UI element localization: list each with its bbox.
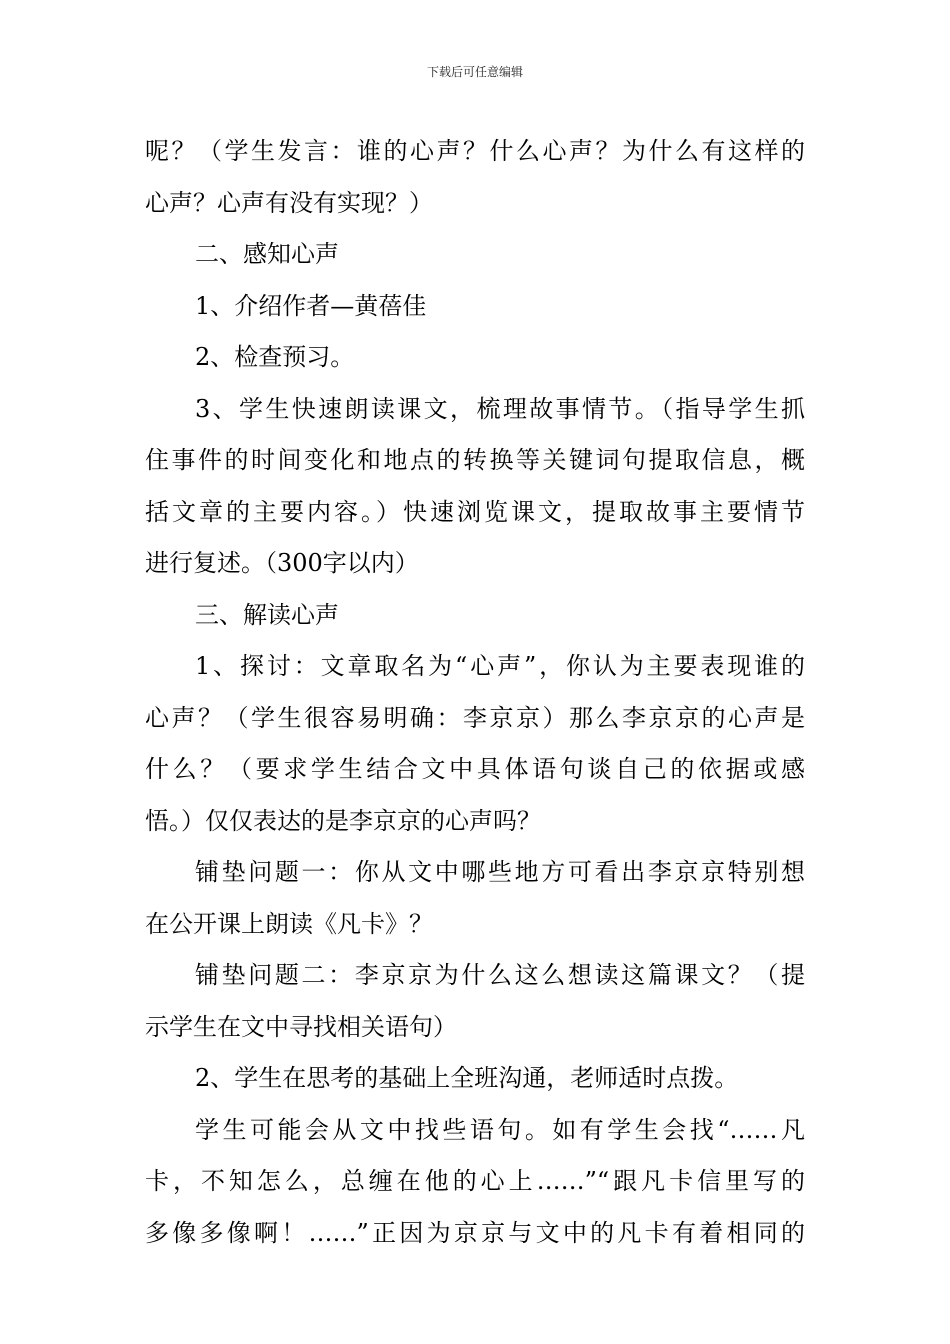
- text-line: 1、探讨：文章取名为“心声”，你认为主要表现谁的: [195, 652, 805, 680]
- section-heading: 三、解读心声: [195, 600, 339, 629]
- text-line: 学生可能会从文中找些语句。如有学生会找“……凡: [195, 1115, 805, 1144]
- text-line: 1、介绍作者—黄蓓佳: [195, 291, 427, 320]
- text-line: 进行复述。（300字以内）: [145, 549, 419, 577]
- text-line: 2、检查预习。: [195, 343, 355, 371]
- text-line: 卡，不知怎么，总缠在他的心上……”“跟凡卡信里写的: [145, 1167, 805, 1195]
- text-line: 括文章的主要内容。）快速浏览课文，提取故事主要情节: [145, 497, 805, 526]
- text-line: 3、学生快速朗读课文，梳理故事情节。（指导学生抓: [195, 394, 805, 423]
- text-line: 铺垫问题一：你从文中哪些地方可看出李京京特别想: [195, 858, 805, 886]
- text-line: 2、学生在思考的基础上全班沟通，老师适时点拨。: [195, 1064, 739, 1092]
- document-body: [145, 126, 805, 1259]
- text-line: 在公开课上朗读《凡卡》？: [145, 909, 433, 938]
- text-line: 多像多像啊！……”正因为京京与文中的凡卡有着相同的: [145, 1218, 805, 1247]
- text-line: 铺垫问题二：李京京为什么这么想读这篇课文？（提: [195, 961, 805, 989]
- text-line: 心声？心声有没有实现？）: [145, 188, 433, 217]
- section-heading: 二、感知心声: [195, 240, 339, 268]
- page-header: 下载后可任意编辑: [426, 65, 523, 79]
- text-line: 什么？（要求学生结合文中具体语句谈自己的依据或感: [145, 755, 805, 783]
- text-line: 示学生在文中寻找相关语句）: [145, 1012, 457, 1041]
- text-line: 悟。）仅仅表达的是李京京的心声吗？: [145, 806, 541, 835]
- text-line: 心声？（学生很容易明确：李京京）那么李京京的心声是: [145, 703, 805, 732]
- text-line: 呢？（学生发言：谁的心声？什么心声？为什么有这样的: [145, 137, 805, 165]
- text-line: 住事件的时间变化和地点的转换等关键词句提取信息，概: [145, 446, 805, 474]
